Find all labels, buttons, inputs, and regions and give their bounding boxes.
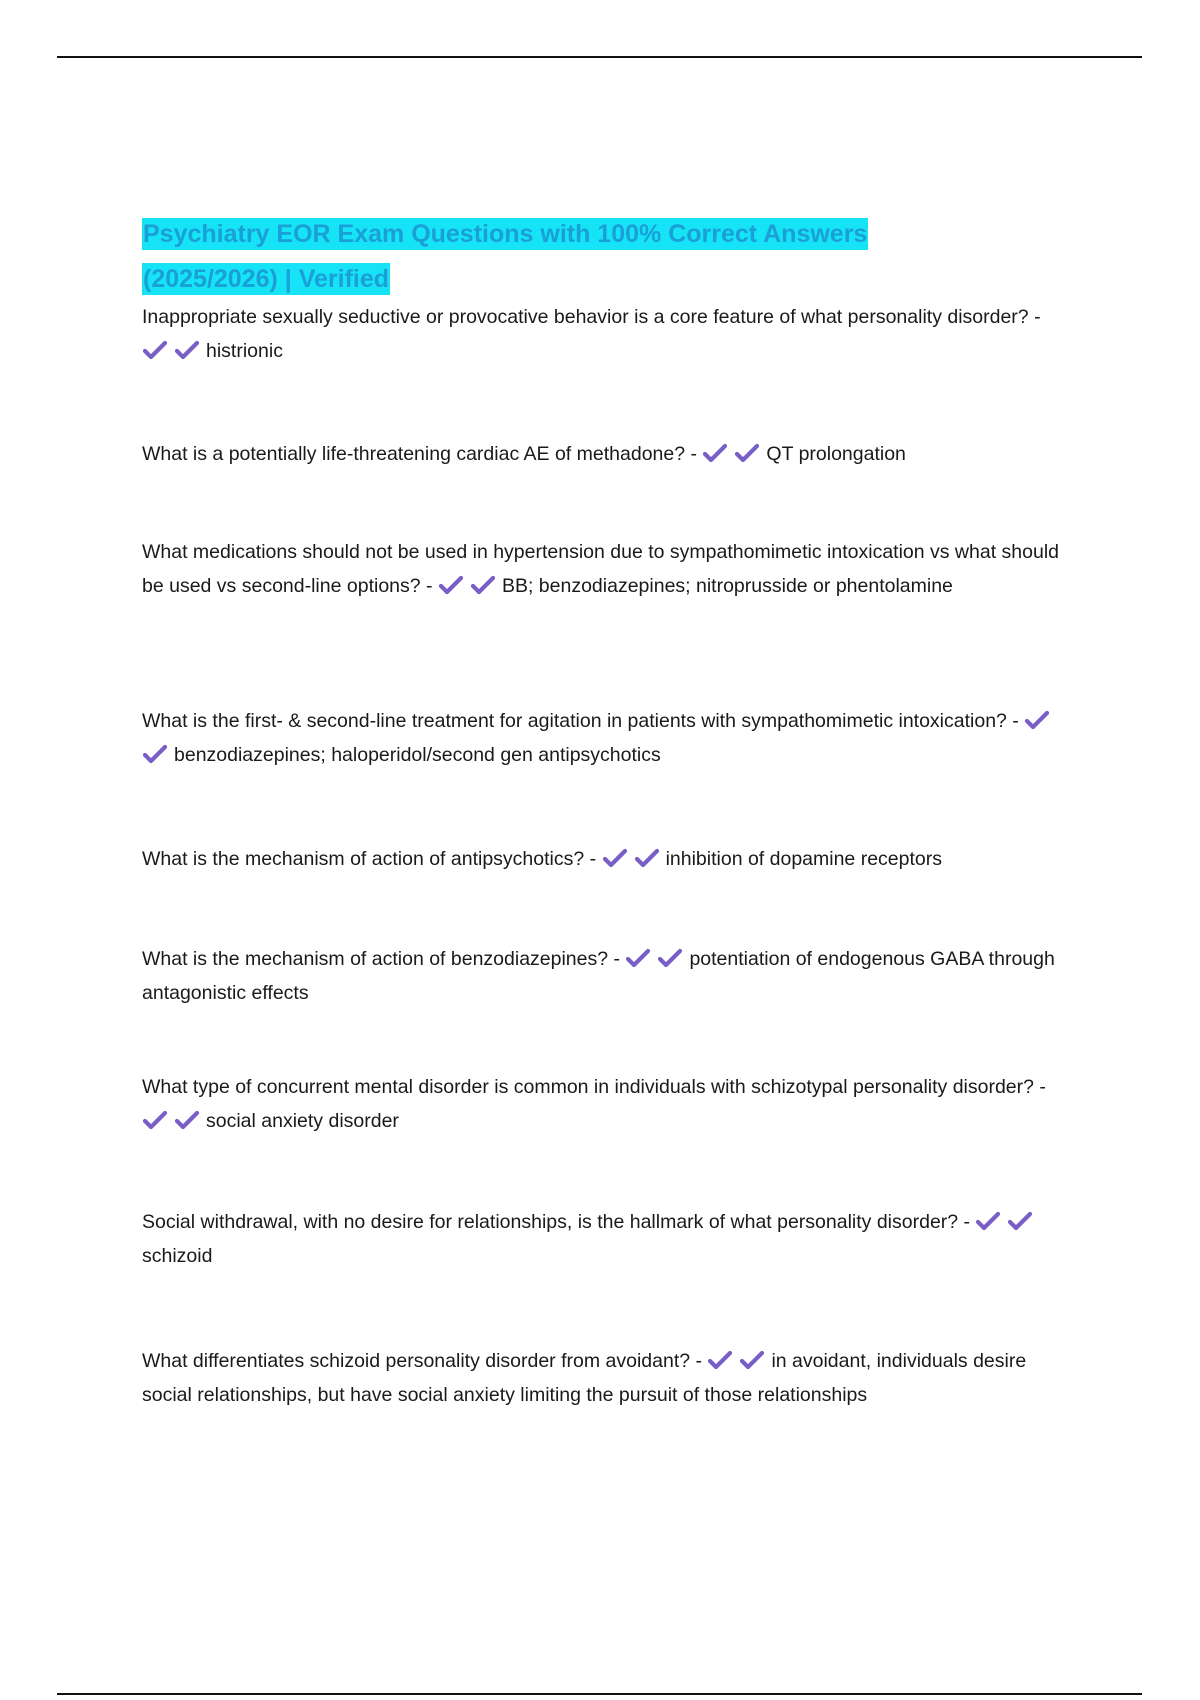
question-text: What is a potentially life-threatening cardiac AE of methadone? [142,443,686,465]
separator: - [608,948,626,970]
answer-text: benzodiazepines; haloperidol/second gen antipsychotics [174,744,661,766]
document-body [142,212,1072,1406]
separator: - [1028,306,1041,328]
check-mark-icon [142,744,168,764]
qa-item [142,1070,1072,1138]
check-mark-icon [707,1350,733,1370]
question-text: Social withdrawal, with no desire for relationships, is the hallmark of what personality disorder? [142,1211,959,1233]
separator: - [1006,710,1025,732]
separator: - [958,1211,976,1233]
separator: - [685,443,703,465]
check-mark-icon [142,340,168,360]
title-highlight: Psychiatry EOR Exam Questions with 100% Correct Answers (2025/2026) | Verified [143,220,868,293]
answer-text: social anxiety disorder [206,1110,399,1132]
question-text: What type of concurrent mental disorder is common in individuals with schizotypal personality disorder? [142,1076,1034,1098]
qa-item [142,1344,1072,1412]
check-mark-icon [174,1110,200,1130]
check-mark-icon [438,575,464,595]
qa-item [142,704,1072,772]
answer-text: BB; benzodiazepines; nitroprusside or phentolamine [501,575,953,597]
qa-item [142,1205,1072,1273]
check-mark-icon [470,575,496,595]
bottom-rule [57,1693,1142,1695]
separator: - [690,1350,708,1372]
qa-item [142,300,1072,368]
answer-text: schizoid [142,1245,213,1267]
check-mark-icon [625,948,651,968]
question-text: What is the first- & second-line treatment for agitation in patients with sympathomimetic intoxication? [142,710,1007,732]
document-title [142,212,932,302]
check-mark-icon [975,1211,1001,1231]
question-text: What is the mechanism of action of antipsychotics? [142,848,585,870]
check-mark-icon [602,848,628,868]
check-mark-icon [174,340,200,360]
qa-item [142,842,1072,876]
check-mark-icon [739,1350,765,1370]
qa-item [142,535,1072,603]
check-mark-icon [1024,710,1050,730]
check-mark-icon [142,1110,168,1130]
question-text: What medications should not be used in hypertension due to sympathomimetic intoxication vs what should be used vs second-line options? [142,541,1060,597]
qa-item [142,437,1072,471]
qa-item [142,942,1072,1010]
answer-text: histrionic [206,340,283,362]
check-mark-icon [734,443,760,463]
question-text: What is the mechanism of action of benzodiazepines? [142,948,609,970]
check-mark-icon [702,443,728,463]
top-rule [57,56,1142,58]
check-mark-icon [1007,1211,1033,1231]
answer-text: inhibition of dopamine receptors [665,848,942,870]
check-mark-icon [634,848,660,868]
separator: - [1034,1076,1046,1098]
separator: - [584,848,602,870]
question-text: What differentiates schizoid personality disorder from avoidant? [142,1350,691,1372]
answer-text: potentiation of endogenous GABA through antagonistic effects [142,948,1055,1004]
answer-text: QT prolongation [766,443,906,465]
check-mark-icon [657,948,683,968]
answer-text: in avoidant, individuals desire social relationships, but have social anxiety limiting the pursuit of those relationships [142,1350,1027,1406]
separator: - [420,575,438,597]
question-text: Inappropriate sexually seductive or provocative behavior is a core feature of what personality disorder? [142,306,1029,328]
